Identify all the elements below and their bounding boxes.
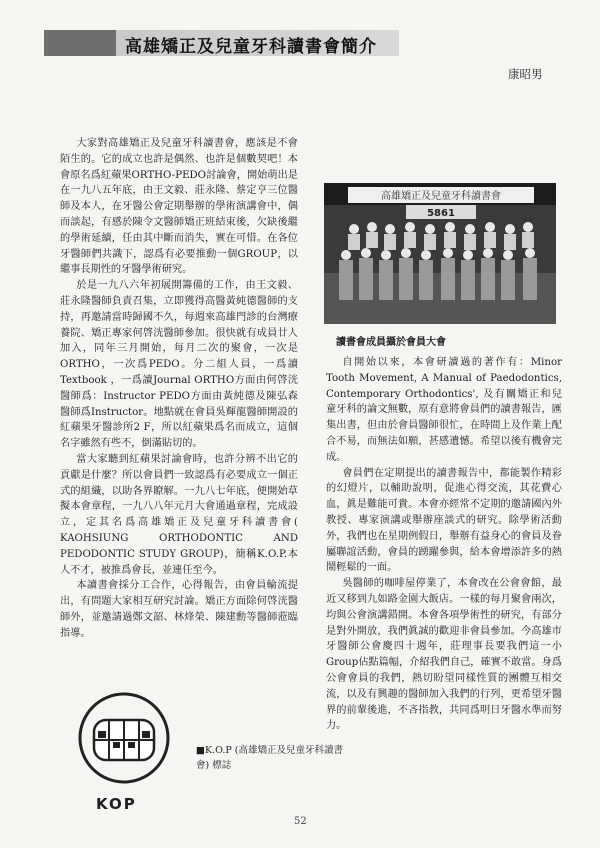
- kop-logo: [72, 686, 176, 802]
- paragraph: 吳醫師的咖啡屋停業了，本會改在公會會館，最近又移到九如路金園大飯店。一樣的每月聚會兩次，均與公會演講錯開。本會各項學術性的研究，有部分是對外開放，我們眞誠的歡迎非會員參加。今高雄市牙醫師公會慶四十週年，莊理事長要我們這一小Group佔點篇幅，介紹我們自己，確實不敢當。身爲公會會員的我們，熱切盼望同樣性質的團體互相交流，以及有興趣的醫師加入我們的行列，更希望牙醫界的前輩後進，不吝指教，共同爲明日牙醫水準而努力。: [326, 578, 562, 732]
- group-photo-image: [324, 183, 556, 324]
- right-column: [326, 355, 562, 734]
- paragraph: 大家對高雄矯正及兒童牙科讀書會，應該是不會陌生的。它的成立也許是偶然、也許是個數契吧！本會原名爲紅蘋果ORTHO-PEDO討論會，開始萌出是在一九八五年底，由王文毅、莊永隆、蔡定亨三位醫師及本人，在牙醫公會定期舉辦的學術演講會中，偶而談起，有感於陳令文醫師矯正班結束後，欠缺後繼的學術延續，任由其中斷而消失，實在可惜。在各位牙醫師們共識下，認爲有必要推動一個GROUP，以繼事長期性的牙醫學術研究。: [60, 138, 298, 276]
- banner-text: 高雄矯正及兒童牙科讀書會: [381, 191, 501, 202]
- page-title: 高雄矯正及兒童牙科讀書會簡介: [125, 37, 377, 57]
- author-name: 康昭男: [508, 67, 543, 81]
- left-column: [60, 136, 298, 642]
- paragraph: 於是一九八六年初展開籌備的工作，由王文毅、莊永隆醫師負責召集，立即獲得高醫黃純德醫師的支持，再邀請當時歸國不久，每週來高雄門診的台灣療養院、矯正專家何啓洸醫師參加。很快就有成員廿人加入，同年三月開始，每月二次的聚會，一次是ORTHO，一次爲PEDO。分二組人員，一爲讀Textbook ，一爲讀Journal ORTHO方面由何啓洸醫師爲：Instructor PEDO方面由黃純德及陳弘森醫師爲Instructor。地點就在會員吳輝龍醫師開設的紅蘋果牙醫診所2 F，所以紅蘋果爲名而成立，這個名字雖然有些不，倒滿貼切的。: [60, 280, 298, 450]
- paragraph: 會員們在定期提出的讀書報告中，都能製作精彩的幻燈片，以輔助說明，促進心得交流，其花費心血，眞是難能可貴。本會亦經常不定期的邀請國內外教授、專家演講或舉辦座談式的研究。除學術活動外，我們也在星期例假日，舉辦有益身心的會員及眷屬聯誼活動，會員的踴躍參與，給本會增添許多的熱鬧輕鬆的一面。: [326, 467, 562, 574]
- group-photo: [324, 183, 556, 324]
- paragraph: 當大家聽到紅蘋果討論會時，也許分辨不出它的貢獻是什麼？所以會員們一致認爲有必要成立一個正式的組織，以助各界瞭解。一九八七年底，便開始草擬本會章程，一九八八年元月大會通過章程，完成設立，定其名爲高雄矯正及兒童牙科讀書會( KAOHSIUNG ORTHODONTIC AND PEDODONTIC STUDY GROUP)，簡稱K.O.P.本人不才，被推爲會長，並連任至今。: [60, 453, 298, 576]
- banner-phone: 5861: [427, 208, 455, 219]
- page-number: 52: [294, 816, 307, 827]
- kop-logo-icon: [72, 686, 176, 790]
- logo-caption: ■K.O.P (高雄矯正及兒童牙科讀書會) 標誌: [196, 745, 343, 771]
- kop-logo-text: KOP: [96, 795, 137, 813]
- paragraph: 本讀書會採分工合作，心得報告，由會員輪流提出，有問題大家相互研究討論。矯正方面除何啓洸醫師外，並邀請過鄭文韶、林烽榮、陳建勳等醫師蒞臨指導。: [60, 580, 298, 639]
- paragraph: 自開始以來，本會研讀過的著作有：Minor Tooth Movement, A Manual of Paedodontics, Contemporary Orthodontics', 及有關矯正和兒童牙科的論文無數，原有意將會員們的讀書報告，匯集出書，但由於會員醫師很忙，在時間上及作業上配合不易，而無法如願，甚感遺憾。希望以後有機會完成。: [326, 357, 562, 463]
- photo-caption: 讀書會成員攝於會員大會: [336, 337, 446, 348]
